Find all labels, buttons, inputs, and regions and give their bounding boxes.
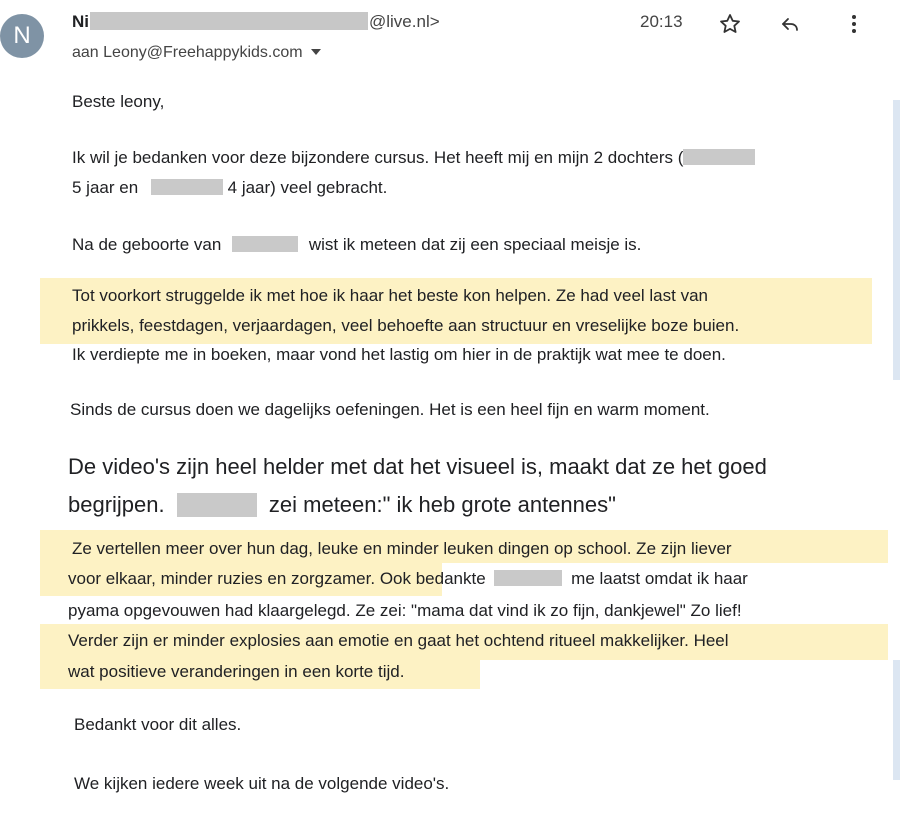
paragraph-6-line-5: wat positieve veranderingen in een korte tijd. [68,662,405,681]
paragraph-3-line-2: prikkels, feestdagen, verjaardagen, veel behoefte aan structuur en vreselijke boze buien. [72,316,740,335]
sender-name: Ni [72,12,89,31]
p1-text-b-end: 4 jaar) veel gebracht. [227,178,388,197]
paragraph-6-line-2 [68,567,748,591]
paragraph-4: Sinds de cursus doen we dagelijks oefeningen. Het is een heel fijn en warm moment. [70,400,710,419]
greeting: Beste leony, [72,92,165,111]
paragraph-6-line-3: pyama opgevouwen had klaargelegd. Ze zei: "mama dat vind ik zo fijn, dankjewel" Zo lief! [68,601,742,620]
redacted-name [232,236,298,252]
paragraph-1-line-1 [72,146,755,170]
paragraph-3-line-1: Tot voorkort struggelde ik met hoe ik haar het beste kon helpen. Ze had veel last van [72,286,708,305]
redacted-sender [90,12,368,30]
p5-text-b: zei meteen:" ik heb grote antennes" [268,492,616,517]
paragraph-1-line-2 [72,176,387,200]
reply-icon[interactable] [776,10,804,38]
p5-text-a: begrijpen. [68,492,165,517]
scrollbar-track-lower[interactable] [893,660,900,780]
timestamp: 20:13 [640,12,683,31]
paragraph-7: Bedankt voor dit alles. [74,715,242,734]
redacted-name [151,179,223,195]
sender-avatar: N [0,14,44,58]
p1-text-a: Ik wil je bedanken voor deze bijzondere cursus. Het heeft mij en mijn 2 dochters ( [72,148,684,167]
paragraph-6-line-4: Verder zijn er minder explosies aan emotie en gaat het ochtend ritueel makkelijker. Heel [68,631,729,650]
redacted-name [494,570,562,586]
paragraph-6-line-1: Ze vertellen meer over hun dag, leuke en minder leuken dingen op school. Ze zijn liever [72,539,732,558]
more-vert-icon[interactable] [840,10,868,38]
chevron-down-icon[interactable] [311,49,321,55]
p2-text-a: Na de geboorte van [72,235,222,254]
star-icon[interactable] [716,10,744,38]
redacted-name [683,149,755,165]
p2-text-b: wist ik meteen dat zij een speciaal meisje is. [308,235,642,254]
paragraph-2 [72,233,641,257]
paragraph-8: We kijken iedere week uit na de volgende video's. [74,774,450,793]
sender-line [72,12,440,32]
scrollbar-track[interactable] [893,100,900,380]
p6-text-a: voor elkaar, minder ruzies en zorgzamer. [68,569,376,588]
sender-domain: @live.nl> [369,12,440,31]
p6-text-b: Ook bedankte [379,569,486,588]
p6-text-c: me laatst omdat ik haar [571,569,748,588]
recipient-line[interactable] [72,44,321,62]
recipient-text: aan Leony@Freehappykids.com [72,44,303,61]
paragraph-5-line-1: De video's zijn heel helder met dat het visueel is, maakt dat ze het goed [68,454,767,479]
paragraph-5-line-2 [68,490,616,520]
p1-text-b-start: 5 jaar en [72,178,139,197]
redacted-name [177,493,257,517]
paragraph-3-line-3: Ik verdiepte me in boeken, maar vond het lastig om hier in de praktijk wat mee te doen. [72,345,726,364]
